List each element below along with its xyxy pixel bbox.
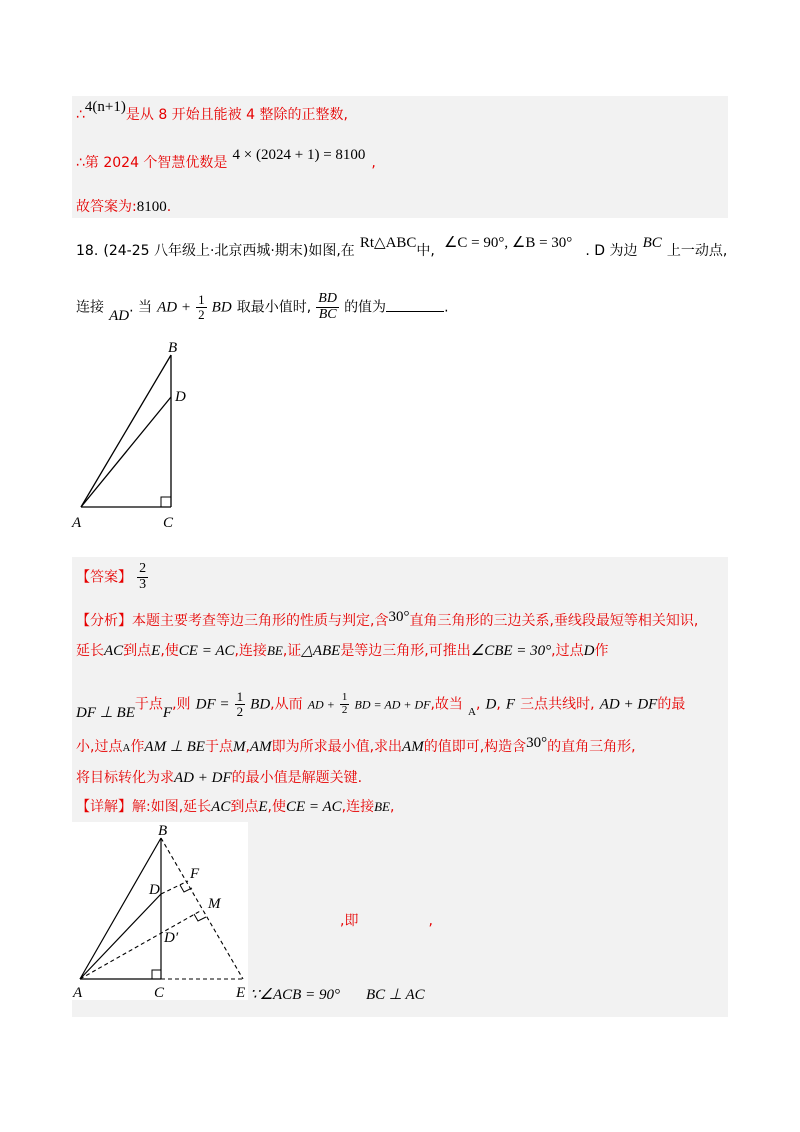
detail-line1: 【详解】解:如图,延长AC到点E,使CE = AC,连接BE,: [76, 799, 395, 815]
label-a: A: [73, 985, 83, 1001]
segment-ad: [80, 894, 161, 979]
ratio-fraction: $\frac{BD}{BC}$: [318, 291, 337, 322]
label-c: C: [163, 515, 174, 531]
label-a: A: [72, 515, 82, 531]
segment-ab: [80, 838, 161, 979]
sol17-line3: 故答案为:8100.: [76, 199, 172, 215]
label-d-prime: D′: [164, 930, 179, 946]
analysis-line3: DF ⊥ BE于点F,则 DF = $\frac{1}{2}$ BD,从而 AD + $\frac{1}{2}$ BD = AD + DF,故当 $_A$, D, F 三点共线时, AD + DF的最: [76, 689, 686, 721]
segment-ad: [81, 397, 171, 507]
detail-bottom-line: ∵∠ACB = 90°: [250, 987, 340, 1003]
detail-figure: [72, 822, 262, 1002]
question-18-line1: 18. (24-25 八年级上·北京西城·期末)如图,在 Rt△ABC中, ∠C = 90°, ∠B = 30° . D 为边 BC 上一动点,: [76, 235, 728, 259]
analysis-half-fraction-1: $\frac{1}{2}$: [236, 689, 244, 719]
analysis-half-fraction-2: $\frac{1}{2}$: [341, 691, 348, 716]
segment-ab: [81, 355, 171, 507]
analysis-line1: 【分析】本题主要考查等边三角形的性质与判定,含30°直角三角形的三边关系,垂线段最短等相关知识,: [76, 609, 699, 629]
detail-bottom-perp: BC ⊥ AC: [366, 987, 425, 1003]
segment-be: [161, 838, 243, 979]
label-c: C: [154, 985, 165, 1001]
answer-line: 【答案】 $\frac{2}{3}$: [76, 561, 147, 592]
question-18-line2: 连接 AD. 当 AD + $\frac{1}{2}$ BD 取最小值时, $\frac{BD}{BC}$ 的值为 .: [76, 291, 449, 324]
detail-mid-text: ,即 ,: [340, 913, 433, 929]
question-18-figure: [60, 335, 210, 535]
label-b: B: [158, 823, 168, 839]
analysis-line4: 小,过点A作AM ⊥ BE于点M,AM即为所求最小值,求出AM的值即可,构造含30°的直角三角形,: [76, 735, 636, 755]
label-e: E: [236, 985, 246, 1001]
label-d: D: [175, 389, 186, 405]
analysis-line5: 将目标转化为求AD + DF的最小值是解题关键.: [76, 770, 363, 786]
segment-am: [80, 910, 202, 979]
right-angle-mark-m: [194, 914, 206, 921]
answer-blank: [386, 297, 444, 312]
answer-fraction: $\frac{2}{3}$: [139, 561, 147, 592]
label-m: M: [208, 896, 221, 912]
sol17-line1: ∴4(n+1)是从 8 开始且能被 4 整除的正整数,: [76, 99, 348, 123]
right-angle-mark-f: [180, 885, 192, 892]
right-angle-mark: [161, 497, 171, 507]
analysis-line2: 延长AC到点E,使CE = AC,连接BE,证△ABE是等边三角形,可推出∠CBE = 30°,过点D作: [76, 643, 609, 659]
label-d: D: [149, 882, 160, 898]
right-angle-mark-c: [152, 970, 161, 979]
label-f: F: [190, 866, 200, 882]
half-fraction: $\frac{1}{2}$: [198, 292, 205, 322]
label-b: B: [168, 340, 178, 356]
sol17-line2: ∴第 2024 个智慧优数是 4 × (2024 + 1) = 8100 ,: [76, 147, 376, 171]
